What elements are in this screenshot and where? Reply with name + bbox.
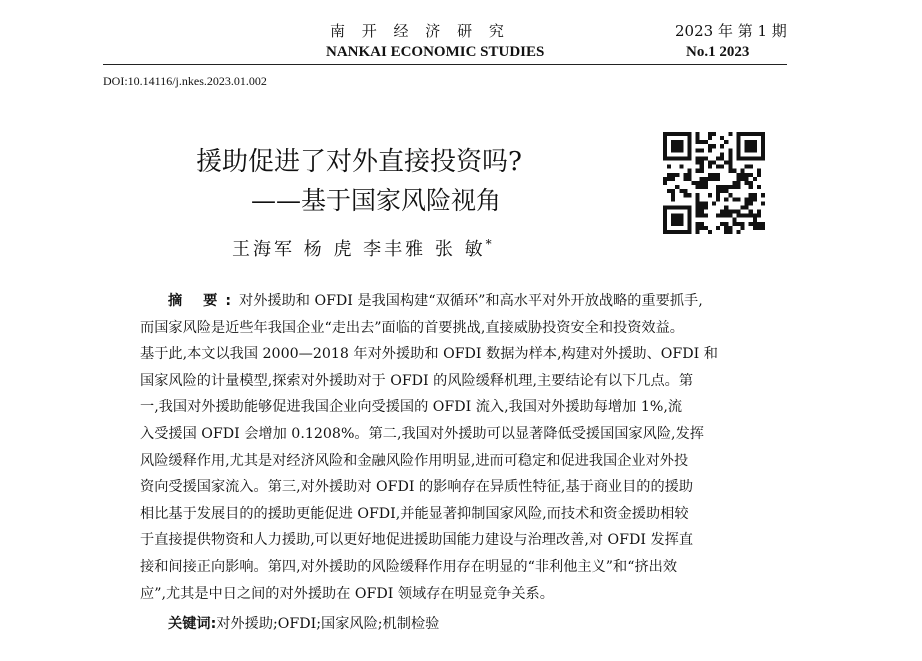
abstract-line: 于直接提供物资和人力援助,可以更好地促进援助国能力建设与治理改善,对 OFDI 发挥直 xyxy=(140,532,694,549)
author-list xyxy=(232,235,495,261)
author-footnote-mark: * xyxy=(485,237,495,251)
abstract-line: 一,我国对外援助能够促进我国企业向受援国的 OFDI 流入,我国对外援助每增加 1%,流 xyxy=(140,399,683,416)
keywords-line xyxy=(168,613,439,633)
issue-label-cn: 2023 年 第 1 期 xyxy=(675,22,787,40)
keywords-text: 对外援助;OFDI;国家风险;机制检验 xyxy=(216,616,440,632)
abstract-line: 基于此,本文以我国 2000—2018 年对外援助和 OFDI 数据为样本,构建对外援助、OFDI 和 xyxy=(140,346,718,363)
abstract-line: 风险缓释作用,尤其是对经济风险和金融风险作用明显,进而可稳定和促进我国企业对外投 xyxy=(140,452,689,469)
abstract-line: 相比基于发展目的的援助更能促进 OFDI,并能显著抑制国家风险,而技术和资金援助相较 xyxy=(140,505,689,522)
abstract-line: 入受援国 OFDI 会增加 0.1208%。第二,我国对外援助可以显著降低受援国国家风险,发挥 xyxy=(140,425,704,442)
issue-label-en: No.1 2023 xyxy=(686,44,750,60)
abstract-line: 接和间接正向影响。第四,对外援助的风险缓释作用存在明显的“非利他主义”和“挤出效 xyxy=(140,558,678,575)
abstract-line: 国家风险的计量模型,探索对外援助对于 OFDI 的风险缓释机理,主要结论有以下几点。第 xyxy=(140,372,694,389)
abstract-block xyxy=(140,288,776,607)
journal-name-en: NANKAI ECONOMIC STUDIES xyxy=(326,44,545,60)
qr-code-icon xyxy=(663,132,765,234)
abstract-line: 而国家风险是近些年我国企业“走出去”面临的首要挑战,直接威胁投资安全和投资效益。 xyxy=(140,319,684,336)
keywords-label: 关键词: xyxy=(168,616,217,632)
abstract-line-text: 对外援助和 OFDI 是我国构建“双循环”和高水平对外开放战略的重要抓手, xyxy=(239,293,703,309)
header-divider xyxy=(103,64,787,65)
abstract-line: 资向受援国家流入。第三,对外援助对 OFDI 的影响存在异质性特征,基于商业目的的援助 xyxy=(140,479,694,496)
doi-link[interactable]: DOI:10.14116/j.nkes.2023.01.002 xyxy=(103,74,267,88)
abstract-line: 应”,尤其是中日之间的对外援助在 OFDI 领域存在明显竞争关系。 xyxy=(140,585,554,602)
author-names: 王海军 杨 虎 李丰雅 张 敏 xyxy=(232,239,486,260)
article-subtitle: ——基于国家风险视角 xyxy=(251,186,502,215)
article-title: 援助促进了对外直接投资吗? xyxy=(196,147,522,177)
abstract-line xyxy=(140,288,776,315)
journal-name-cn: 南 开 经 济 研 究 xyxy=(330,22,510,40)
abstract-label: 摘 要: xyxy=(168,293,239,309)
